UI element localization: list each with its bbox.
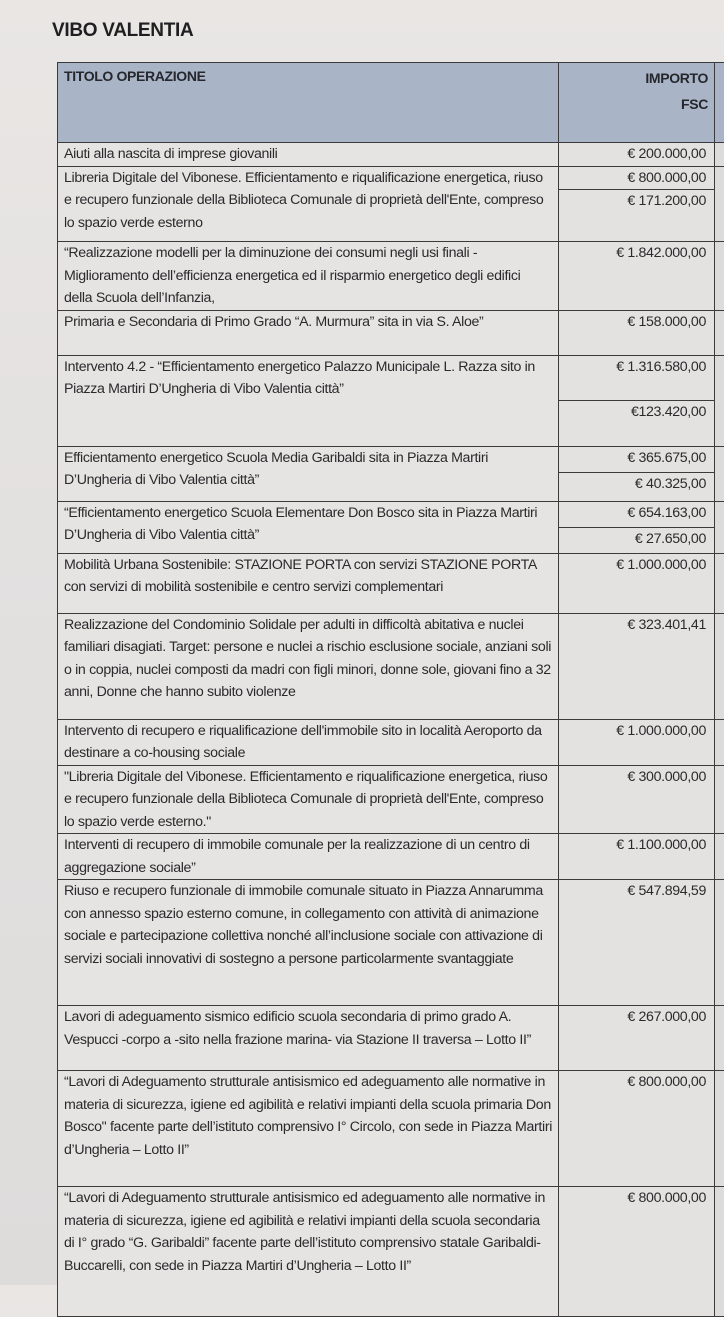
table-row bbox=[58, 834, 724, 880]
operation-amount: € 800.000,00 bbox=[559, 1071, 715, 1187]
operation-amount: € 800.000,00 bbox=[559, 1187, 715, 1317]
operation-amount: € 800.000,00 bbox=[559, 166, 715, 190]
operation-title: Libreria Digitale del Vibonese. Efficientamento e riqualificazione energetica, riuso e recupero funzionale della Biblioteca Comunale di proprietà dell'Ente, compreso lo spazio verde esterno bbox=[58, 166, 559, 242]
table-row bbox=[58, 765, 724, 834]
operation-amount: € 547.894,59 bbox=[559, 880, 715, 1006]
extra-column-cell bbox=[715, 310, 724, 355]
table-row bbox=[58, 143, 724, 167]
extra-column-cell bbox=[715, 1187, 724, 1317]
operation-amount: € 323.401,41 bbox=[559, 613, 715, 719]
extra-column-cell bbox=[715, 1071, 724, 1187]
extra-column-cell bbox=[715, 553, 724, 613]
extra-column-cell bbox=[715, 501, 724, 553]
operation-amount: € 171.200,00 bbox=[559, 190, 715, 242]
extra-column-cell bbox=[715, 613, 724, 719]
table-row bbox=[58, 355, 724, 400]
column-header-importo-line1: IMPORTO bbox=[645, 70, 708, 86]
extra-column-cell bbox=[715, 719, 724, 765]
document-title: VIBO VALENTIA bbox=[52, 20, 193, 42]
operation-title: “Lavori di Adeguamento strutturale antisismico ed adeguamento alle normative in materia di sicurezza, igiene ed agibilità e relativi impianti della scuola primaria Don Bosco" facente parte dell’istituto comprensivo I° Circolo, con sede in Piazza Martiri d’Ungheria – Lotto II” bbox=[58, 1071, 559, 1187]
extra-column-cell bbox=[715, 834, 724, 880]
operation-title: “Realizzazione modelli per la diminuzione dei consumi negli usi finali - Miglioramento dell’efficienza energetica ed il risparmio energetico degli edifici della Scuola dell’Infanzia, bbox=[58, 242, 559, 311]
operations-table bbox=[57, 62, 724, 1317]
table-row bbox=[58, 1006, 724, 1071]
column-header-titolo bbox=[58, 63, 559, 143]
extra-column-cell bbox=[715, 355, 724, 446]
table-header-row bbox=[58, 63, 724, 143]
operation-title: Interventi di recupero di immobile comunale per la realizzazione di un centro di aggregazione sociale” bbox=[58, 834, 559, 880]
table-row bbox=[58, 501, 724, 527]
operation-title: Primaria e Secondaria di Primo Grado “A. Murmura” sita in via S. Aloe” bbox=[58, 310, 559, 355]
table-row bbox=[58, 310, 724, 355]
extra-column-cell bbox=[715, 880, 724, 1006]
operation-amount: € 27.650,00 bbox=[559, 527, 715, 553]
table-row bbox=[58, 719, 724, 765]
table-row bbox=[58, 1071, 724, 1187]
operation-title: Intervento di recupero e riqualificazione dell'immobile sito in località Aeroporto da destinare a co-housing sociale bbox=[58, 719, 559, 765]
operation-title: Efficientamento energetico Scuola Media Garibaldi sita in Piazza Martiri D’Ungheria di Vibo Valentia città” bbox=[58, 446, 559, 501]
extra-column-cell bbox=[715, 166, 724, 242]
operation-amount: € 267.000,00 bbox=[559, 1006, 715, 1071]
operation-title: Realizzazione del Condominio Solidale per adulti in difficoltà abitativa e nuclei familiari disagiati. Target: persone e nuclei a rischio esclusione sociale, anziani soli o in coppia, nuclei composti da madri con figli minori, donne sole, giovani fino a 32 anni, Donne che hanno subito violenze bbox=[58, 613, 559, 719]
operation-amount: € 1.000.000,00 bbox=[559, 553, 715, 613]
column-header-titolo-text: TITOLO OPERAZIONE bbox=[64, 68, 206, 84]
operation-amount: € 158.000,00 bbox=[559, 310, 715, 355]
table-row bbox=[58, 613, 724, 719]
operation-title: Mobilità Urbana Sostenibile: STAZIONE PORTA con servizi STAZIONE PORTA con servizi di mobilità sostenibile e centro servizi complementari bbox=[58, 553, 559, 613]
operation-amount: € 1.316.580,00 bbox=[559, 355, 715, 400]
extra-column-cell bbox=[715, 143, 724, 167]
table-row bbox=[58, 1187, 724, 1317]
table-row bbox=[58, 880, 724, 1006]
operation-title: Aiuti alla nascita di imprese giovanili bbox=[58, 143, 559, 167]
extra-column-cell bbox=[715, 765, 724, 834]
operation-title: “Lavori di Adeguamento strutturale antisismico ed adeguamento alle normative in materia di sicurezza, igiene ed agibilità e relativi impianti della scuola secondaria di I° grado “G. Garibaldi” facente parte dell’istituto comprensivo statale Garibaldi-Buccarelli, con sede in Piazza Martiri d’Ungheria – Lotto II” bbox=[58, 1187, 559, 1317]
table-row bbox=[58, 166, 724, 190]
column-header-importo bbox=[559, 63, 715, 143]
extra-column-cell bbox=[715, 242, 724, 311]
operation-title: Riuso e recupero funzionale di immobile comunale situato in Piazza Annarumma con annesso spazio esterno comune, in collegamento con attività di animazione sociale e partecipazione collettiva nonché all’inclusione sociale con attivazione di servizi sociali innovativi di sostegno a persone particolarmente svantaggiate bbox=[58, 880, 559, 1006]
column-header-extra bbox=[715, 63, 724, 143]
operation-amount: € 200.000,00 bbox=[559, 143, 715, 167]
operation-title: “Efficientamento energetico Scuola Elementare Don Bosco sita in Piazza Martiri D’Ungheria di Vibo Valentia città” bbox=[58, 501, 559, 553]
column-header-importo-line2: FSC bbox=[681, 96, 708, 112]
operation-amount: € 300.000,00 bbox=[559, 765, 715, 834]
table-row bbox=[58, 242, 724, 311]
operation-amount: € 654.163,00 bbox=[559, 501, 715, 527]
operation-amount: €123.420,00 bbox=[559, 400, 715, 446]
operation-title: Lavori di adeguamento sismico edificio scuola secondaria di primo grado A. Vespucci -corpo a -sito nella frazione marina- via Stazione II traversa – Lotto II” bbox=[58, 1006, 559, 1071]
table-row bbox=[58, 553, 724, 613]
operation-amount: € 1.000.000,00 bbox=[559, 719, 715, 765]
operation-amount: € 40.325,00 bbox=[559, 472, 715, 501]
operation-amount: € 1.842.000,00 bbox=[559, 242, 715, 311]
operation-amount: € 365.675,00 bbox=[559, 446, 715, 472]
extra-column-cell bbox=[715, 446, 724, 501]
extra-column-cell bbox=[715, 1006, 724, 1071]
operation-title: Intervento 4.2 - “Efficientamento energetico Palazzo Municipale L. Razza sito in Piazza Martiri D’Ungheria di Vibo Valentia città” bbox=[58, 355, 559, 446]
table-row bbox=[58, 446, 724, 472]
operation-title: "Libreria Digitale del Vibonese. Efficientamento e riqualificazione energetica, riuso e recupero funzionale della Biblioteca Comunale di proprietà dell'Ente, compreso lo spazio verde esterno." bbox=[58, 765, 559, 834]
operation-amount: € 1.100.000,00 bbox=[559, 834, 715, 880]
